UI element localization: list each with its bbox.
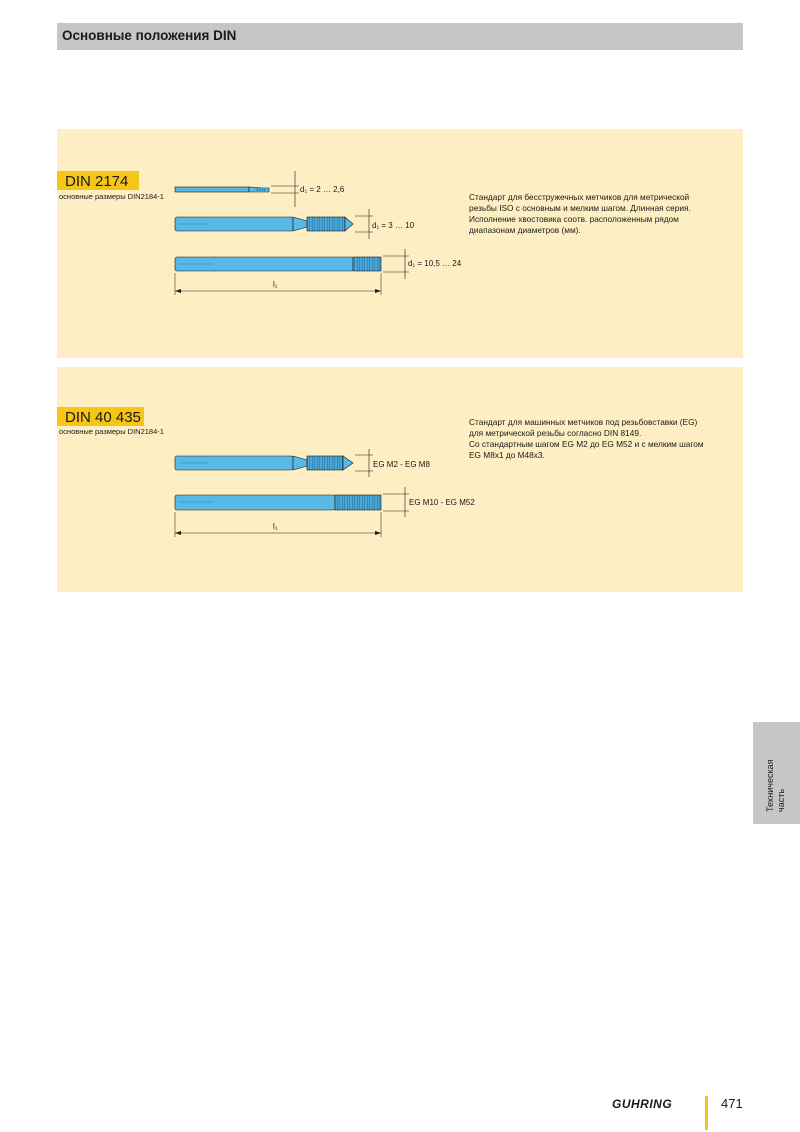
length-label-eg: l₁ [273,522,278,531]
dim-label-eg-2: EG M10 - EG M52 [409,498,475,507]
tap-small [175,187,269,192]
header-bar [57,23,743,50]
din-2174-panel [57,129,743,358]
length-label: l₁ [273,280,278,289]
tap-medium [175,217,353,231]
side-tab-line-1: Техническая [765,759,775,812]
din-2174-label: DIN 2174 [57,171,139,190]
din-40435-panel [57,367,743,592]
tap-eg-small [175,456,353,470]
din-40435-description: Стандарт для машинных метчиков под резьбовставки (EG) для метрической резьбы согласно DIN 8149. Со стандартным шагом EG M2 до EG M52 и с мелким шагом EG M8x1 до M48x3. [469,417,704,460]
din-40435-subtitle: основные размеры DIN2184-1 [59,427,164,436]
tap-eg-large [175,495,381,510]
din-40435-drawing [57,367,743,592]
din-2174-subtitle: основные размеры DIN2184-1 [59,192,164,201]
din-2174-description: Стандарт для бесстружечных метчиков для метрической резьбы ISO с основным и мелким шагом. Длинная серия. Исполнение хвостовика соотв. расположенным рядом диапазонам диаметров (мм). [469,192,691,235]
din-40435-label: DIN 40 435 [57,407,144,426]
dim-label-3: d₁ = 10,5 … 24 [408,259,462,268]
guhring-logo: GUHRING [612,1097,673,1111]
din-2174-drawing [57,129,743,358]
side-tab-technical[interactable] [753,722,800,824]
dim-label-1: d₁ = 2 … 2,6 [300,185,345,194]
footer-divider [705,1096,708,1130]
tap-large [175,257,381,271]
side-tab-line-2: часть [776,788,786,812]
page-number: 471 [721,1096,743,1111]
dim-label-2: d₁ = 3 … 10 [372,221,415,230]
page-title: Основные положения DIN [62,28,237,43]
dim-label-eg-1: EG M2 - EG M8 [373,460,430,469]
